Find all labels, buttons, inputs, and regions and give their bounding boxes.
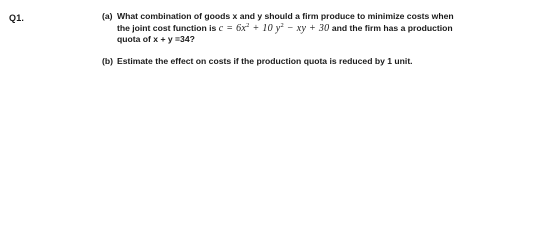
part-b-line-1: Estimate the effect on costs if the production quota is reduced by 1 unit. [117,56,413,66]
part-a-line-2 [117,23,454,35]
part-a-line-3: quota of x + y =34? [117,34,195,44]
cost-function-lhs: c = 6x [218,22,247,34]
question-sheet [0,0,540,78]
cost-function-rhs: − xy + 30 [284,22,330,34]
cost-function-exponent-1: 2 [246,21,250,29]
part-a-label: (a) [102,11,113,21]
cost-function-mid: + 10 y [249,22,281,34]
cost-function-exponent-2: 2 [280,21,285,29]
part-a-text [117,11,454,46]
part-b-text [117,56,413,68]
question-number: Q1. [9,13,25,23]
part-a-line-2-suffix: and the firm has a production [329,22,453,33]
cost-function-formula [219,23,330,34]
part-b-label: (b) [102,56,113,66]
part-a-line-2-prefix: the joint cost function is [117,22,219,33]
part-a-line-1: What combination of goods x and y should a firm produce to minimize costs when [117,11,454,21]
